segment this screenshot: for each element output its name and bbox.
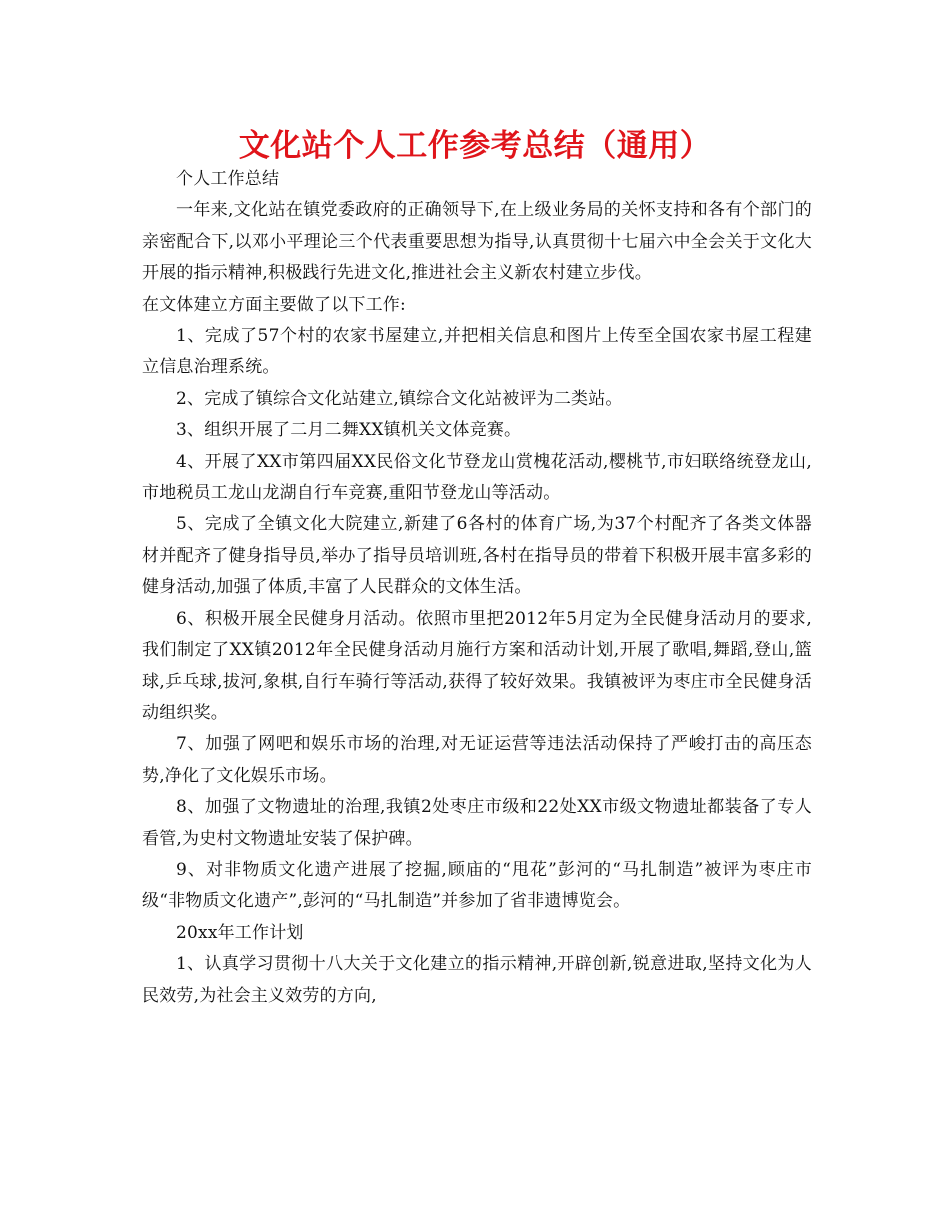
work-item-3: 3、组织开展了二月二舞XX镇机关文体竞赛。 [176,420,522,441]
work-item-9: 9、对非物质文化遗产进展了挖掘,顾庙的“甩花”彭河的“马扎制造”被评为枣庄市级“非物质文化遗产”,彭河的“马扎制造”并参加了省非遗博览会。 [142,859,812,912]
work-item-1: 1、完成了57个村的农家书屋建立,并把相关信息和图片上传至全国农家书屋工程建立信息治理系统。 [142,326,812,378]
work-item-6: 6、积极开展全民健身月活动。依照市里把2012年5月定为全民健身活动月的要求,我们制定了XX镇2012年全民健身活动月施行方案和活动计划,开展了歌唱,舞蹈,登山,篮球,乒乓球,拔河,象棋,自行车骑行等活动,获得了较好效果。我镇被评为枣庄市全民健身活动组织奖。 [142,608,812,723]
work-item-7: 7、加强了网吧和娱乐市场的治理,对无证运营等违法活动保持了严峻打击的高压态势,净化了文化娱乐市场。 [142,734,812,786]
section-heading-summary: 个人工作总结 [176,169,280,189]
work-item-4: 4、开展了XX市第四届XX民俗文化节登龙山赏槐花活动,樱桃节,市妇联络统登龙山,市地税员工龙山龙湖自行车竞赛,重阳节登龙山等活动。 [142,451,812,504]
work-item-5: 5、完成了全镇文化大院建立,新建了6各村的体育广场,为37个村配齐了各类文体器材并配齐了健身指导员,举办了指导员培训班,各村在指导员的带着下积极开展丰富多彩的健身活动,加强了体质,丰富了人民群众的文体生活。 [142,514,812,598]
document-body [142,164,812,1012]
work-item-8: 8、加强了文物遗址的治理,我镇2处枣庄市级和22处XX市级文物遗址都装备了专人看管,为史村文物遗址安装了保护碑。 [142,797,812,849]
section-heading-plan: 20xx年工作计划 [176,922,304,943]
plan-item-1: 1、认真学习贯彻十八大关于文化建立的指示精神,开辟创新,锐意进取,坚持文化为人民效劳,为社会主义效劳的方向, [142,954,812,1006]
work-list-lead: 在文体建立方面主要做了以下工作: [142,294,406,315]
work-item-2: 2、完成了镇综合文化站建立,镇综合文化站被评为二类站。 [176,388,623,409]
document-title: 文化站个人工作参考总结（通用） [238,128,712,164]
intro-paragraph: 一年来,文化站在镇党委政府的正确领导下,在上级业务局的关怀支持和各有个部门的亲密配合下,以邓小平理论三个代表重要思想为指导,认真贯彻十七届六中全会关于文化大开展的指示精神,积极践行先进文化,推进社会主义新农村建立步伐。 [142,200,812,284]
